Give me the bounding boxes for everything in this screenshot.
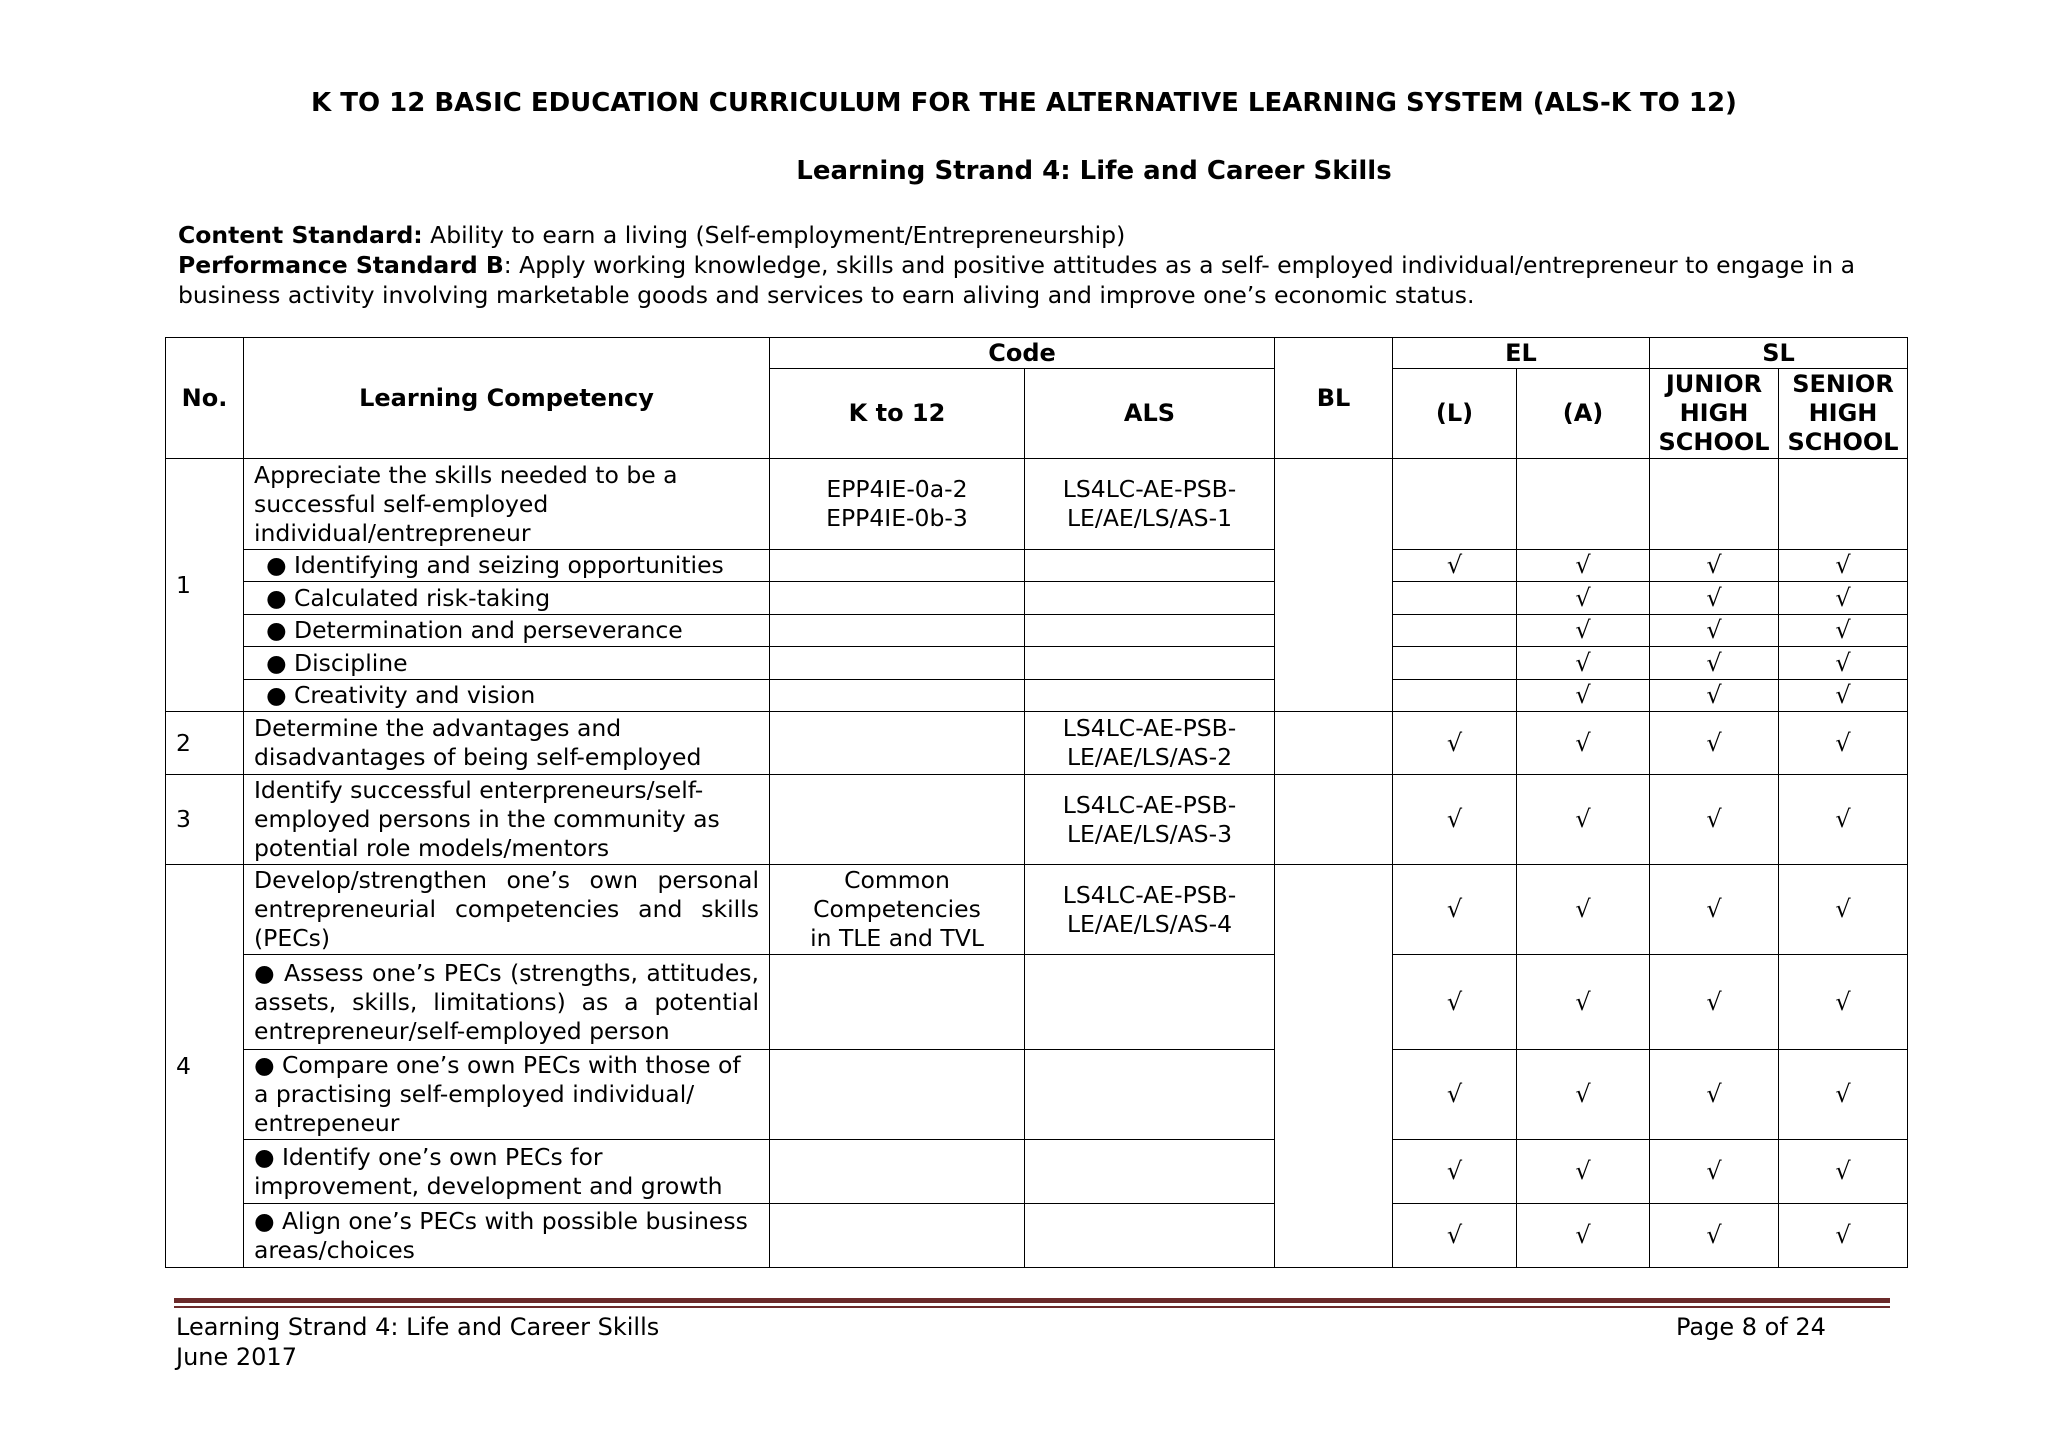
el-l-cell: [1393, 582, 1517, 615]
check-mark: √: [1517, 955, 1650, 1050]
competency-cell: Develop/strengthen one’s own personal entrepreneurial competencies and skills (PECs): [244, 865, 770, 955]
el-l-cell: [1393, 459, 1517, 550]
k12-code-cell: [770, 1204, 1025, 1268]
check-mark: √: [1517, 550, 1650, 582]
table-row: [166, 647, 1908, 680]
als-code-cell: LS4LC-AE-PSB-LE/AE/LS/AS-3: [1025, 775, 1275, 865]
table-row: [166, 865, 1908, 955]
footer-left: [176, 1312, 659, 1372]
performance-standard-text: : Apply working knowledge, skills and positive attitudes as a self- employed individual/entrepreneur to engage in a business activity involving marketable goods and services to earn aliving and improve one’s economic status.: [178, 251, 1855, 309]
check-mark: √: [1650, 1050, 1779, 1140]
competency-table: [165, 337, 1908, 1268]
sub-competency-cell: ● Determination and perseverance: [244, 615, 770, 647]
check-mark: √: [1393, 775, 1517, 865]
table-row: [166, 775, 1908, 865]
content-standard: [178, 220, 1898, 250]
header-code: Code: [770, 338, 1275, 369]
footer-divider: [174, 1298, 1890, 1303]
table-row: [166, 1050, 1908, 1140]
header-no: No.: [166, 338, 244, 459]
check-mark: √: [1650, 955, 1779, 1050]
check-mark: √: [1393, 550, 1517, 582]
sub-competency-cell: ● Identify one’s own PECs for improvement, development and growth: [244, 1140, 770, 1204]
performance-standard-label: Performance Standard B: [178, 251, 504, 279]
check-mark: √: [1650, 680, 1779, 712]
k12-code-cell: EPP4IE-0a-2 EPP4IE-0b-3: [770, 459, 1025, 550]
table-row: [166, 550, 1908, 582]
als-code-cell: LS4LC-AE-PSB-LE/AE/LS/AS-2: [1025, 712, 1275, 775]
check-mark: √: [1779, 647, 1908, 680]
table-row: [166, 955, 1908, 1050]
als-code-cell: [1025, 1140, 1275, 1204]
k12-code-cell: Common Competencies in TLE and TVL: [770, 865, 1025, 955]
footer-divider-thin: [174, 1306, 1890, 1308]
check-mark: √: [1393, 1204, 1517, 1268]
k12-code-cell: [770, 647, 1025, 680]
standards-block: [178, 220, 1898, 310]
competency-cell: Appreciate the skills needed to be a successful self-employed individual/entrepreneur: [244, 459, 770, 550]
als-code-cell: [1025, 550, 1275, 582]
competency-cell: Determine the advantages and disadvantages of being self-employed: [244, 712, 770, 775]
sub-competency-cell: ● Identifying and seizing opportunities: [244, 550, 770, 582]
bl-cell: [1275, 712, 1393, 775]
k12-code-cell: [770, 680, 1025, 712]
el-a-cell: [1517, 459, 1650, 550]
competency-cell: Identify successful enterpreneurs/self-employed persons in the community as potential role models/mentors: [244, 775, 770, 865]
als-code-cell: [1025, 1050, 1275, 1140]
sub-competency-cell: ● Compare one’s own PECs with those of a practising self-employed individual/ entrepeneur: [244, 1050, 770, 1140]
el-l-cell: [1393, 680, 1517, 712]
als-code-cell: [1025, 647, 1275, 680]
header-competency: Learning Competency: [244, 338, 770, 459]
header-el-a: (A): [1517, 369, 1650, 459]
sub-competency-cell: ● Calculated risk-taking: [244, 582, 770, 615]
k12-code-cell: [770, 775, 1025, 865]
table-row: [166, 1204, 1908, 1268]
check-mark: √: [1517, 680, 1650, 712]
check-mark: √: [1650, 865, 1779, 955]
als-code-cell: [1025, 582, 1275, 615]
check-mark: √: [1517, 647, 1650, 680]
row-number: 3: [166, 775, 244, 865]
content-standard-label: Content Standard:: [178, 221, 423, 249]
k12-code-cell: [770, 1140, 1025, 1204]
check-mark: √: [1779, 550, 1908, 582]
header-als: ALS: [1025, 369, 1275, 459]
check-mark: √: [1650, 647, 1779, 680]
document-title: K TO 12 BASIC EDUCATION CURRICULUM FOR THE ALTERNATIVE LEARNING SYSTEM (ALS-K TO 12): [311, 88, 1737, 118]
header-el-l: (L): [1393, 369, 1517, 459]
header-jhs: JUNIOR HIGH SCHOOL: [1650, 369, 1779, 459]
check-mark: √: [1650, 712, 1779, 775]
check-mark: √: [1650, 582, 1779, 615]
header-shs: SENIOR HIGH SCHOOL: [1779, 369, 1908, 459]
check-mark: √: [1779, 865, 1908, 955]
check-mark: √: [1779, 615, 1908, 647]
table-row: [166, 712, 1908, 775]
check-mark: √: [1517, 615, 1650, 647]
footer-strand: Learning Strand 4: Life and Career Skills: [176, 1313, 660, 1341]
check-mark: √: [1779, 1204, 1908, 1268]
check-mark: √: [1779, 712, 1908, 775]
content-standard-text: Ability to earn a living (Self-employment/Entrepreneurship): [422, 221, 1126, 249]
check-mark: √: [1779, 1140, 1908, 1204]
check-mark: √: [1517, 712, 1650, 775]
als-code-cell: LS4LC-AE-PSB-LE/AE/LS/AS-4: [1025, 865, 1275, 955]
strand-title: Learning Strand 4: Life and Career Skills: [796, 156, 1392, 186]
table-row: [166, 1140, 1908, 1204]
check-mark: √: [1650, 1204, 1779, 1268]
el-l-cell: [1393, 615, 1517, 647]
als-code-cell: [1025, 680, 1275, 712]
header-el: EL: [1393, 338, 1650, 369]
bl-cell: [1275, 865, 1393, 1268]
header-bl: BL: [1275, 338, 1393, 459]
shs-cell: [1779, 459, 1908, 550]
k12-code-cell: [770, 1050, 1025, 1140]
header-sl: SL: [1650, 338, 1908, 369]
table-row: [166, 582, 1908, 615]
check-mark: √: [1650, 550, 1779, 582]
sub-competency-cell: ● Creativity and vision: [244, 680, 770, 712]
check-mark: √: [1517, 1050, 1650, 1140]
jhs-cell: [1650, 459, 1779, 550]
check-mark: √: [1779, 775, 1908, 865]
table-row: [166, 459, 1908, 550]
als-code-cell: LS4LC-AE-PSB-LE/AE/LS/AS-1: [1025, 459, 1275, 550]
check-mark: √: [1393, 955, 1517, 1050]
check-mark: √: [1517, 865, 1650, 955]
check-mark: √: [1650, 1140, 1779, 1204]
check-mark: √: [1779, 955, 1908, 1050]
als-code-cell: [1025, 615, 1275, 647]
check-mark: √: [1779, 582, 1908, 615]
row-number: 4: [166, 865, 244, 1268]
check-mark: √: [1779, 680, 1908, 712]
check-mark: √: [1393, 865, 1517, 955]
k12-code-cell: [770, 615, 1025, 647]
check-mark: √: [1517, 1140, 1650, 1204]
el-l-cell: [1393, 647, 1517, 680]
check-mark: √: [1779, 1050, 1908, 1140]
k12-code-cell: [770, 582, 1025, 615]
row-number: 1: [166, 459, 244, 712]
check-mark: √: [1517, 582, 1650, 615]
k12-code-cell: [770, 955, 1025, 1050]
table-row: [166, 615, 1908, 647]
performance-standard: [178, 250, 1898, 310]
table-row: [166, 680, 1908, 712]
footer-page-number: Page 8 of 24: [1676, 1313, 1826, 1341]
check-mark: √: [1517, 775, 1650, 865]
sub-competency-cell: ● Align one’s PECs with possible business areas/choices: [244, 1204, 770, 1268]
check-mark: √: [1393, 1140, 1517, 1204]
sub-competency-cell: ● Discipline: [244, 647, 770, 680]
row-number: 2: [166, 712, 244, 775]
check-mark: √: [1650, 615, 1779, 647]
bl-cell: [1275, 459, 1393, 712]
k12-code-cell: [770, 550, 1025, 582]
sub-competency-cell: ● Assess one’s PECs (strengths, attitudes, assets, skills, limitations) as a potential entrepreneur/self-employed person: [244, 955, 770, 1050]
als-code-cell: [1025, 955, 1275, 1050]
als-code-cell: [1025, 1204, 1275, 1268]
footer-date: June 2017: [176, 1343, 297, 1371]
bl-cell: [1275, 775, 1393, 865]
check-mark: √: [1393, 712, 1517, 775]
header-k12: K to 12: [770, 369, 1025, 459]
check-mark: √: [1393, 1050, 1517, 1140]
check-mark: √: [1517, 1204, 1650, 1268]
check-mark: √: [1650, 775, 1779, 865]
k12-code-cell: [770, 712, 1025, 775]
